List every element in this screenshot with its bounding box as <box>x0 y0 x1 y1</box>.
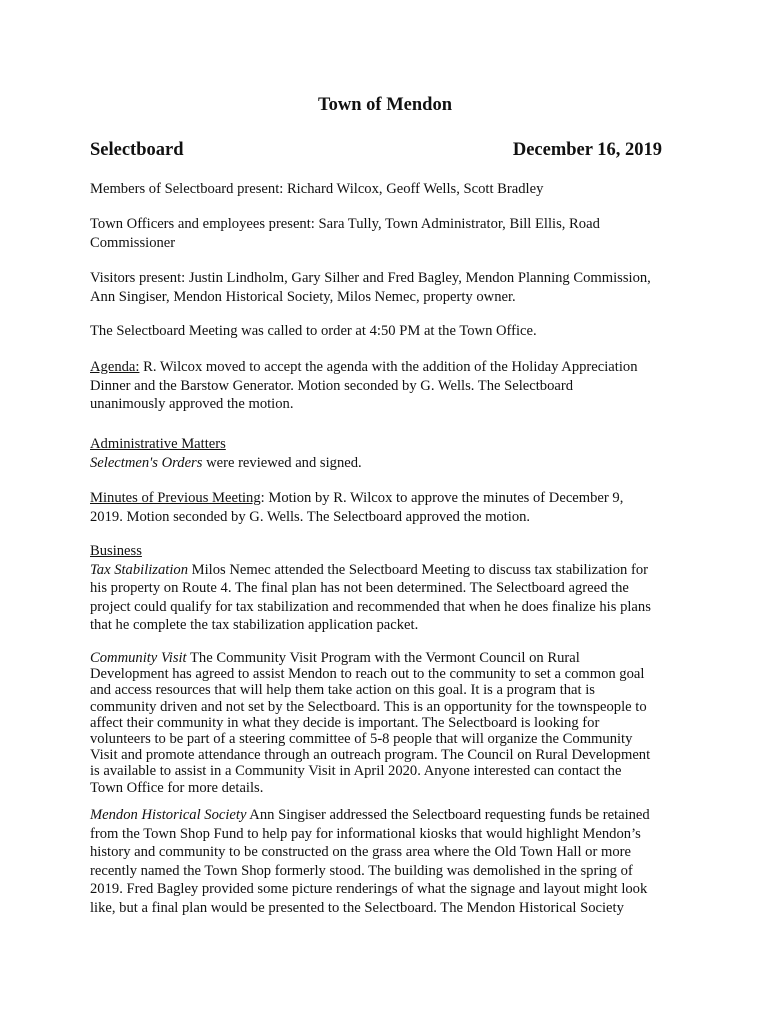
historical-line-4: recently named the Town Shop formerly stood. The building was demolished in the spring of <box>90 862 633 879</box>
minutes-line-2: 2019. Motion seconded by G. Wells. The Selectboard approved the motion. <box>90 508 531 525</box>
community-line-1 <box>90 650 690 666</box>
officers-line-1: Town Officers and employees present: Sara Tully, Town Administrator, Bill Ellis, Road <box>90 216 600 232</box>
community-text-1: The Community Visit Program with the Vermont Council on Rural <box>186 650 580 666</box>
agenda-text-1: R. Wilcox moved to accept the agenda with the addition of the Holiday Appreciation <box>139 359 638 375</box>
agenda-line-3: unanimously approved the motion. <box>90 396 294 412</box>
community-title: Community Visit <box>90 650 187 666</box>
historical-title: Mendon Historical Society <box>90 807 247 823</box>
meeting-date: December 16, 2019 <box>512 140 662 160</box>
tax-title: Tax Stabilization <box>90 561 188 578</box>
admin-heading: Administrative Matters <box>90 436 226 452</box>
call-to-order-line: The Selectboard Meeting was called to order at 4:50 PM at the Town Office. <box>90 323 537 339</box>
selectmen-orders: Selectmen's Orders <box>90 454 203 471</box>
historical-line-3: history and community to be constructed on the grass area where the Old Town Hall or more <box>90 844 631 860</box>
agenda-heading: Agenda: <box>90 359 140 375</box>
tax-line-1 <box>90 561 690 580</box>
community-visit-section <box>90 650 690 796</box>
admin-section <box>90 435 690 472</box>
visitors-line-2: Ann Singiser, Mendon Historical Society, Milos Nemec, property owner. <box>90 288 516 305</box>
historical-line-6: like, but a final plan would be presented to the Selectboard. The Mendon Historical Society <box>90 899 624 916</box>
admin-line <box>90 454 690 473</box>
agenda-line-2: Dinner and the Barstow Generator. Motion seconded by G. Wells. The Selectboard <box>90 377 574 394</box>
historical-society-section <box>90 806 690 917</box>
admin-text: were reviewed and signed. <box>202 454 362 471</box>
header-row <box>90 140 662 161</box>
tax-line-4: that he complete the tax stabilization application packet. <box>90 617 419 633</box>
community-line-8: is available to assist in a Community Visit in April 2020. Anyone interested can contact the <box>90 763 622 780</box>
tax-line-2: his property on Route 4. The final plan has not been determined. The Selectboard agreed the <box>90 580 629 596</box>
visitors-line-1: Visitors present: Justin Lindholm, Gary Silher and Fred Bagley, Mendon Planning Commission, <box>90 270 651 286</box>
community-line-7: Visit and promote attendance through an outreach program. The Council on Rural Development <box>90 747 651 764</box>
officers-line-2: Commissioner <box>90 234 176 251</box>
board-name: Selectboard <box>90 140 184 160</box>
minutes-line-1 <box>90 489 690 508</box>
document-title: Town of Mendon <box>318 95 452 115</box>
community-line-4: community driven and not set by the Selectboard. This is an opportunity for the townspeople to <box>90 698 647 715</box>
community-line-2: Development has agreed to assist Mendon to reach out to the community to set a common goal <box>90 666 645 683</box>
officers-present <box>90 215 690 252</box>
agenda-section <box>90 358 690 414</box>
minutes-section <box>90 489 690 526</box>
business-section <box>90 542 690 635</box>
visitors-present <box>90 269 690 306</box>
members-line: Members of Selectboard present: Richard Wilcox, Geoff Wells, Scott Bradley <box>90 181 544 197</box>
members-present <box>90 180 690 199</box>
historical-line-2: from the Town Shop Fund to help pay for informational kiosks that would highlight Mendon’s <box>90 825 641 842</box>
historical-text-1: Ann Singiser addressed the Selectboard requesting funds be retained <box>246 807 650 823</box>
community-line-6: volunteers to be part of a steering committee of 5-8 people that will organize the Community <box>90 731 633 748</box>
business-heading: Business <box>90 543 142 559</box>
tax-text-1: Milos Nemec attended the Selectboard Meeting to discuss tax stabilization for <box>188 561 648 578</box>
historical-line-1 <box>90 806 690 825</box>
historical-line-5: 2019. Fred Bagley provided some picture renderings of what the signage and layout might look <box>90 881 648 897</box>
tax-line-3: project could qualify for tax stabilization and recommended that when he does finalize his plans <box>90 598 651 615</box>
community-line-9: Town Office for more details. <box>90 779 264 796</box>
minutes-text-1: : Motion by R. Wilcox to approve the minutes of December 9, <box>260 490 624 506</box>
minutes-heading: Minutes of Previous Meeting <box>90 490 261 506</box>
community-line-5: affect their community in what they decide is important. The Selectboard is looking for <box>90 714 600 731</box>
agenda-line-1 <box>90 358 690 377</box>
community-line-3: and access resources that will help them take action on this goal. It is a program that is <box>90 682 595 699</box>
call-to-order <box>90 322 690 341</box>
